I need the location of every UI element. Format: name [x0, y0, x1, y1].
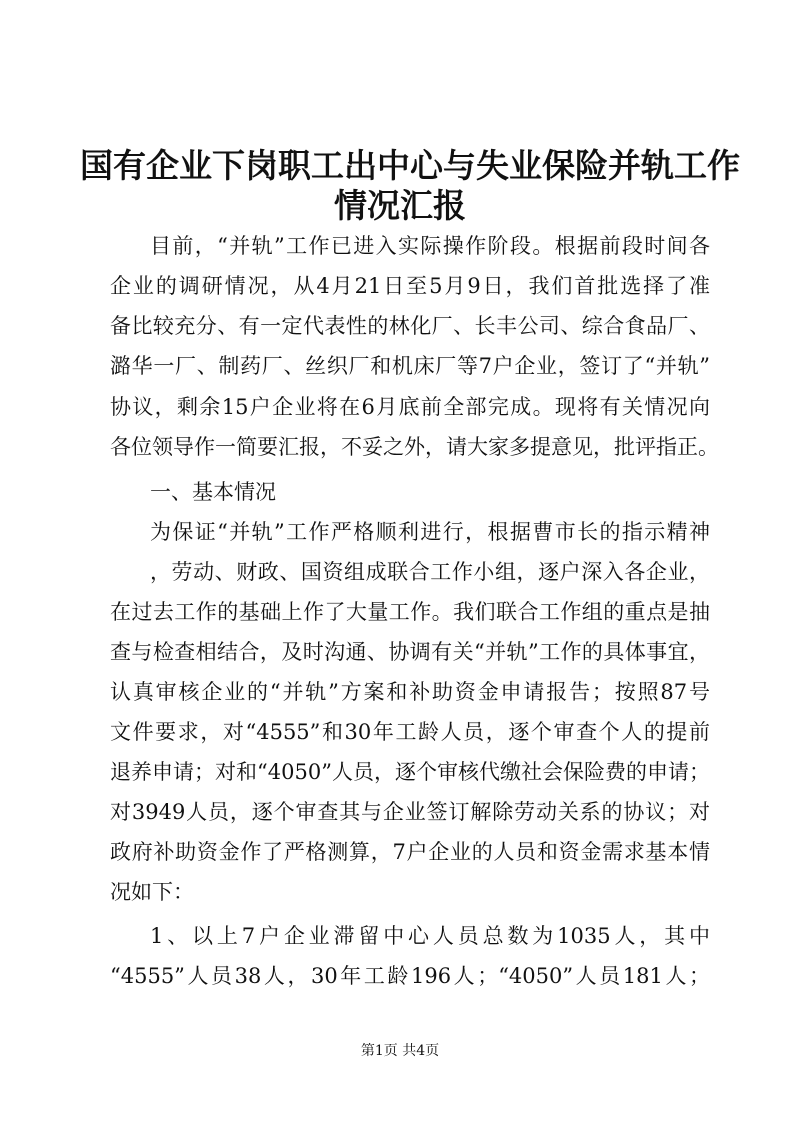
paragraph-line: 政府补助资金作了严格测算，7户企业的人员和资金需求基本情 — [110, 840, 710, 864]
paragraph-line: 况如下： — [110, 880, 194, 904]
paragraph-line: 协议，剩余15户企业将在6月底前全部完成。现将有关情况向 — [110, 395, 710, 419]
paragraph-line: 为保证“并轨”工作严格顺利进行，根据曹市长的指示精神 — [150, 520, 710, 544]
paragraph-line: 企业的调研情况，从4月21日至5月9日，我们首批选择了准 — [110, 274, 710, 298]
document-title-line-1: 国有企业下岗职工出中心与失业保险并轨工作 — [80, 146, 740, 185]
paragraph-line: “4555”人员38人，30年工龄196人；“4050”人员181人； — [110, 964, 710, 988]
paragraph-line: 目前，“并轨”工作已进入实际操作阶段。根据前段时间各 — [150, 234, 710, 258]
paragraph-line: 查与检查相结合，及时沟通、协调有关“并轨”工作的具体事宜， — [110, 640, 710, 664]
paragraph-line: 潞华一厂、制药厂、丝织厂和机床厂等7户企业，签订了“并轨” — [110, 354, 710, 378]
paragraph-line: 对3949人员，逐个审查其与企业签订解除劳动关系的协议；对 — [110, 800, 710, 824]
paragraph-line: 文件要求，对“4555”和30年工龄人员，逐个审查个人的提前 — [110, 720, 710, 744]
paragraph-line: 各位领导作一简要汇报，不妥之外，请大家多提意见，批评指正。 — [110, 435, 719, 459]
paragraph-line: 备比较充分、有一定代表性的林化厂、长丰公司、综合食品厂、 — [110, 314, 710, 338]
paragraph-line: 退养申请；对和“4050”人员，逐个审核代缴社会保险费的申请； — [110, 760, 710, 784]
document-title-line-2: 情况汇报 — [334, 186, 466, 225]
paragraph-line: 1、以上7户企业滞留中心人员总数为1035人，其中 — [150, 924, 710, 948]
section-heading: 一、基本情况 — [150, 480, 276, 504]
paragraph-line: ，劳动、财政、国资组成联合工作小组，逐户深入各企业， — [150, 560, 710, 584]
page-number-footer: 第1页 共4页 — [360, 1043, 440, 1059]
paragraph-line: 在过去工作的基础上作了大量工作。我们联合工作组的重点是抽 — [110, 600, 710, 624]
paragraph-line: 认真审核企业的“并轨”方案和补助资金申请报告；按照87号 — [110, 680, 710, 704]
